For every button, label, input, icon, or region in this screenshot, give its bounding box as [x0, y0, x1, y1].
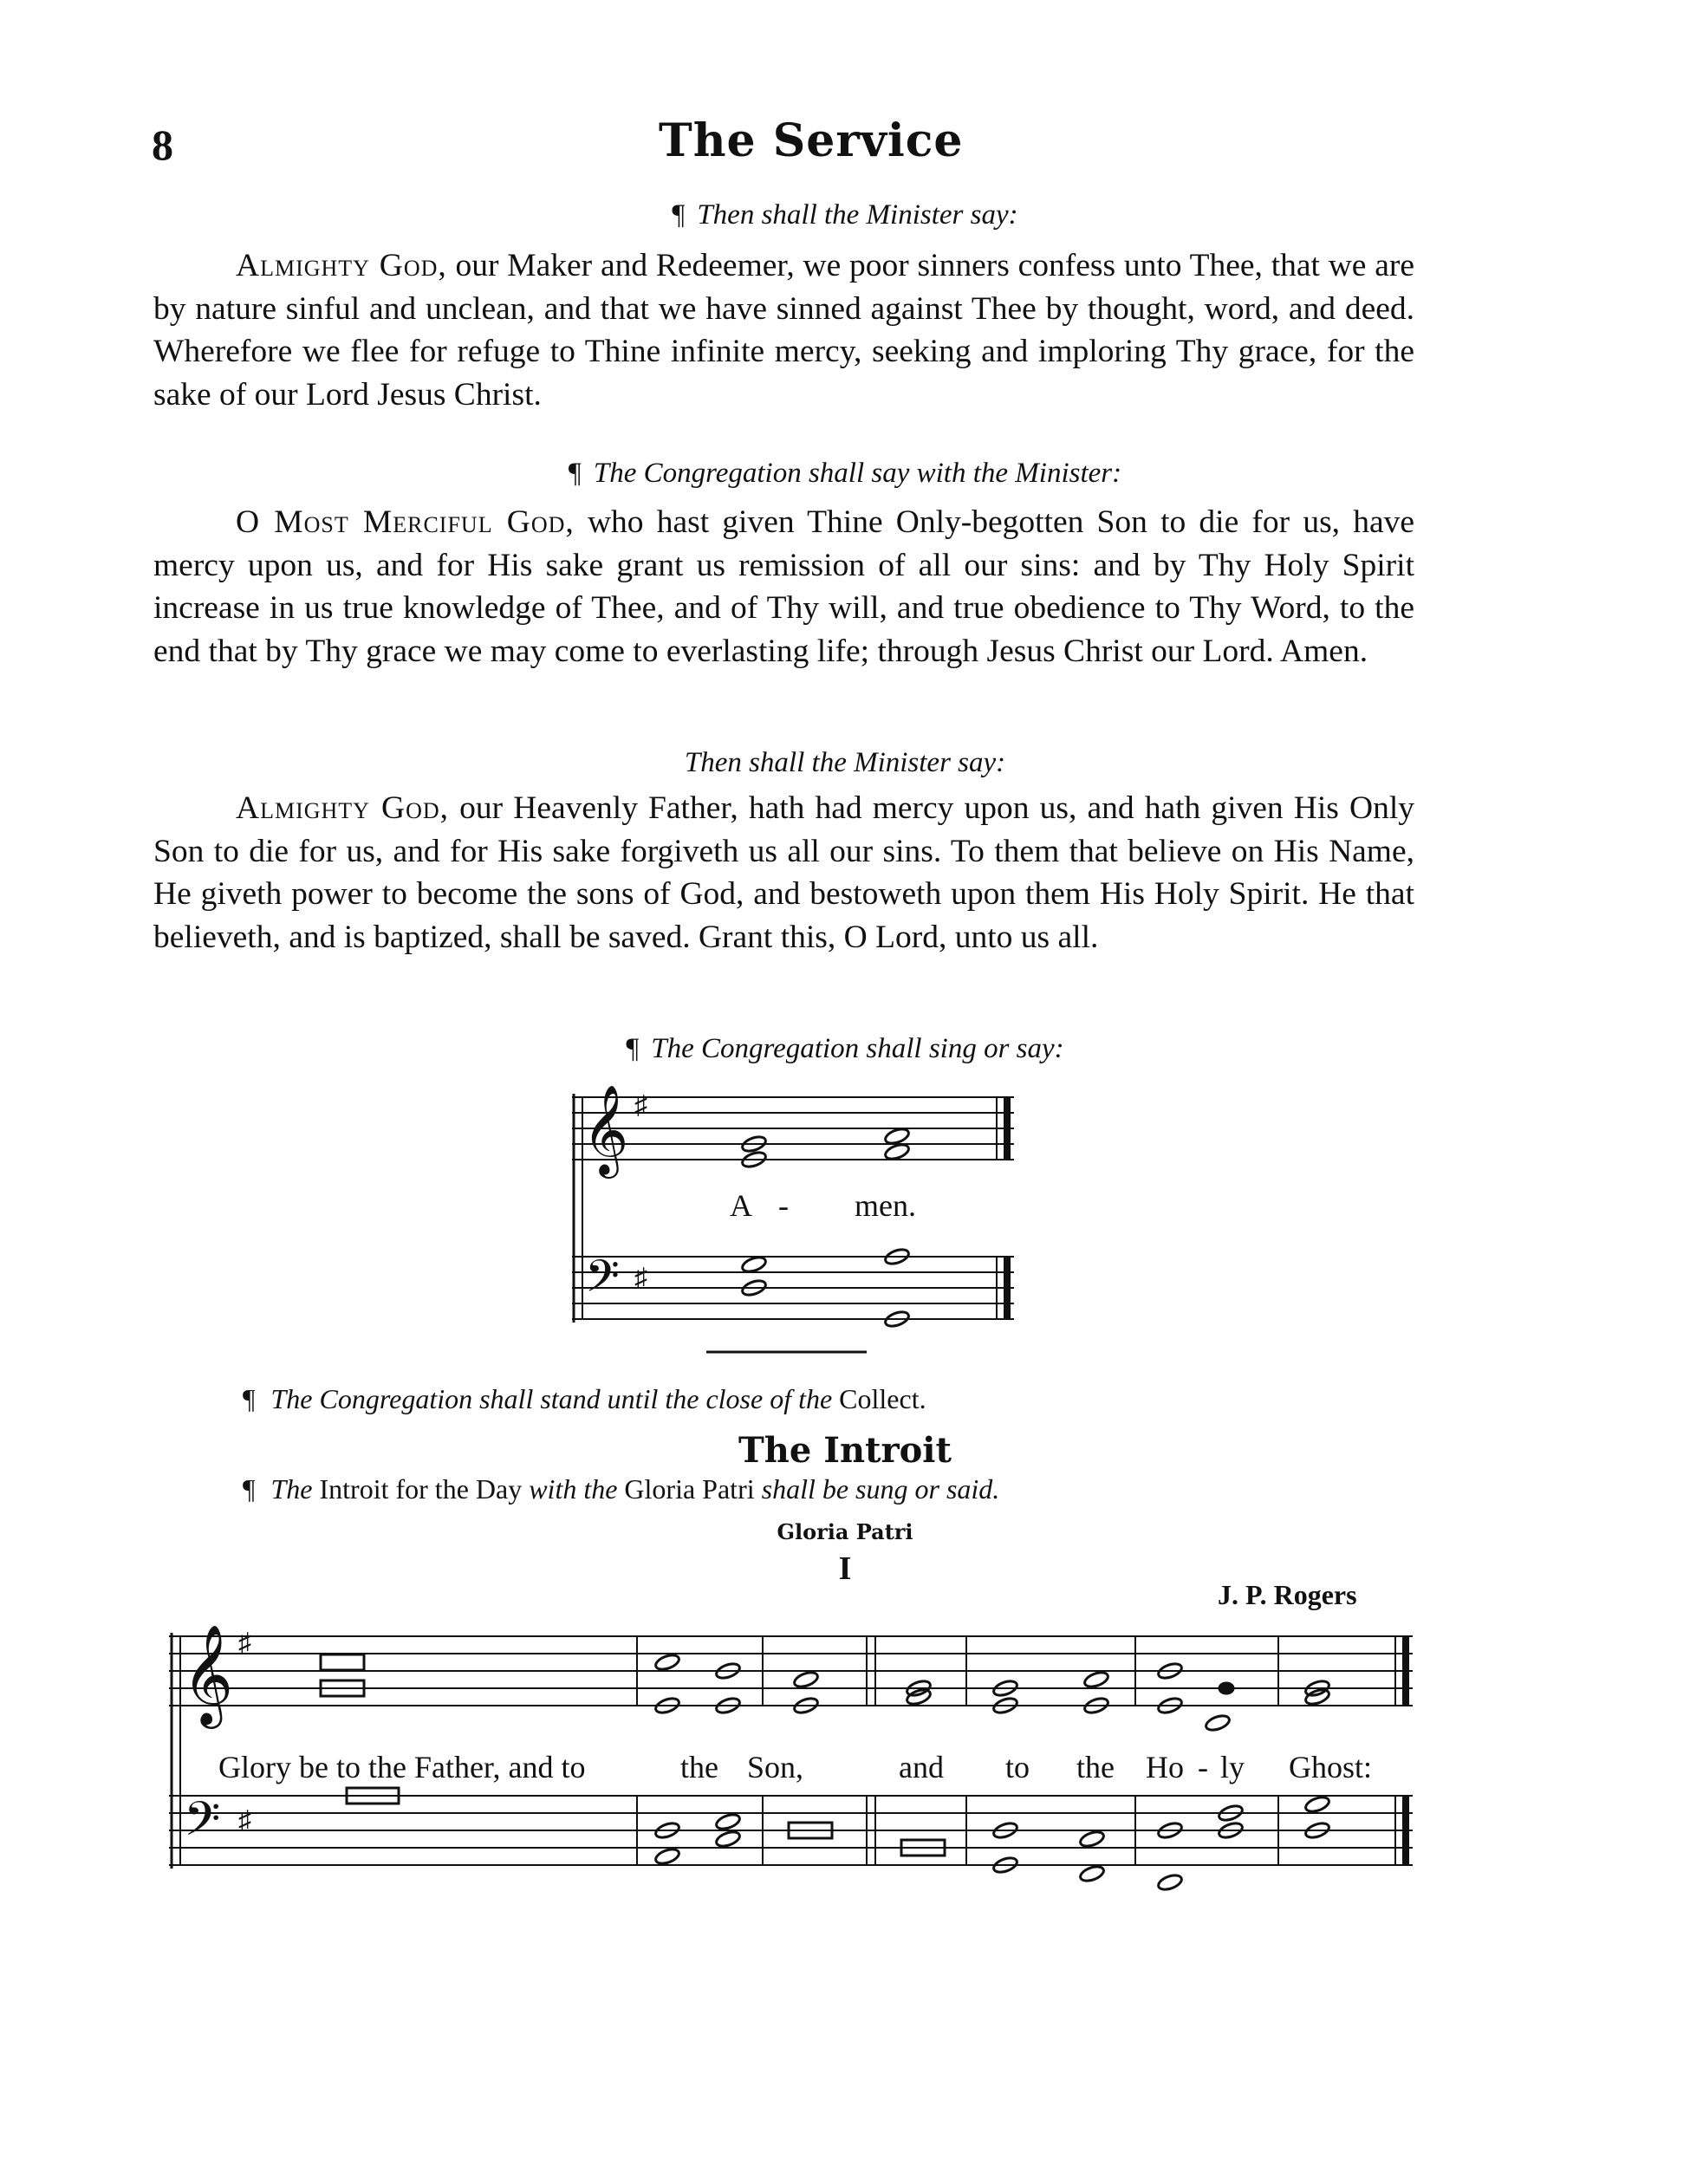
note [1078, 1830, 1105, 1849]
note [653, 1821, 680, 1841]
rubric-minister-say-1 [0, 199, 1690, 231]
note [905, 1679, 932, 1699]
absolution-paragraph [153, 787, 1414, 959]
rubric-congregation-say [0, 458, 1690, 490]
amen-treble-staff [572, 1097, 1014, 1160]
gloria-patri-heading: Gloria Patri [777, 1519, 913, 1544]
rubric-introit-gloria [243, 1473, 999, 1505]
note [1156, 1696, 1183, 1716]
note [1303, 1795, 1330, 1815]
note [1204, 1713, 1231, 1733]
note [740, 1255, 767, 1275]
rubric-minister-say-2 [0, 747, 1690, 779]
rubric-stand-collect [243, 1383, 926, 1415]
pilcrow-icon: ¶ [568, 458, 582, 489]
amen-score [572, 1084, 1014, 1352]
gloria-bass-staff [169, 1796, 1413, 1865]
setting-number: I [838, 1550, 852, 1587]
lyric-syllable: ly [1220, 1750, 1245, 1784]
treble-clef-icon: 𝄞 [582, 1084, 629, 1175]
lyric-syllable: Glory be to the Father, and to [218, 1750, 586, 1784]
note [1219, 1683, 1233, 1693]
bass-clef-icon: 𝄢 [585, 1250, 620, 1313]
note [714, 1696, 741, 1716]
pilcrow-icon: ¶ [243, 1383, 256, 1414]
lyric-syllable: and [899, 1750, 944, 1784]
amen-final-barline [997, 1097, 1007, 1319]
note [740, 1278, 767, 1298]
note [905, 1687, 932, 1707]
note [883, 1142, 910, 1162]
page-number: 8 [152, 120, 173, 169]
note [792, 1696, 819, 1716]
rubric-roman: Gloria Patri [624, 1473, 755, 1505]
note [991, 1821, 1018, 1841]
pilcrow-icon: ¶ [243, 1473, 256, 1505]
prayer-paragraph [153, 501, 1414, 673]
paragraph-lead: Almighty God, [236, 248, 447, 283]
note [653, 1847, 680, 1867]
rubric-text: The [270, 1473, 313, 1505]
lyric-syllable: - [1198, 1750, 1208, 1784]
note [653, 1696, 680, 1716]
note [347, 1788, 399, 1804]
lyric-syllable: Ho [1146, 1750, 1184, 1784]
note [792, 1670, 819, 1690]
treble-clef-icon: 𝄞 [182, 1623, 234, 1725]
pilcrow-icon: ¶ [672, 199, 686, 231]
note [321, 1680, 364, 1696]
rubric-text: Then shall the Minister say: [697, 199, 1018, 231]
note [1156, 1821, 1183, 1841]
pilcrow-icon: ¶ [626, 1033, 640, 1064]
lyric-syllable: Ghost: [1289, 1750, 1373, 1784]
lyric-syllable: the [680, 1750, 718, 1784]
rubric-text: with the [529, 1473, 618, 1505]
note [714, 1812, 741, 1832]
lyric-syllable: to [1005, 1750, 1030, 1784]
sharp-key-signature-icon: ♯ [238, 1628, 251, 1657]
bass-clef-icon: 𝄢 [184, 1791, 221, 1858]
note [1217, 1804, 1244, 1823]
amen-syllable-men: men. [855, 1188, 916, 1223]
note [991, 1696, 1018, 1716]
confession-paragraph [153, 244, 1414, 416]
note [714, 1830, 741, 1849]
amen-hyphen: - [778, 1188, 789, 1223]
note [1303, 1687, 1330, 1707]
lyric-syllable: Son, [747, 1750, 804, 1784]
amen-half-notes [740, 1127, 910, 1329]
amen-bass-staff [572, 1257, 1014, 1319]
note [1303, 1821, 1330, 1841]
rubric-roman: Introit for the Day [319, 1473, 523, 1505]
gloria-final-barline [1395, 1636, 1406, 1865]
note [1156, 1873, 1183, 1893]
note [901, 1840, 945, 1856]
note [653, 1653, 680, 1673]
note [740, 1150, 767, 1170]
note [883, 1310, 910, 1329]
note [1217, 1821, 1244, 1841]
note [740, 1134, 767, 1154]
paragraph-text: our Maker and Redeemer, we poor sinners confess unto Thee, that we are by nature sinful and unclean, and that we have sinned against Thee by thought, word, and deed. Wherefore we flee for refuge to Thine infinite mercy, seeking and imploring Thy grace, for the sake of our Lord Jesus Christ. [153, 248, 1414, 413]
paragraph-text: our Heavenly Father, hath had mercy upon us, and hath given His Only Son to die for us, and for His sake forgiveth us all our sins. To them that believe on His Name, He giveth power to become the sons of God, and bestoweth upon them His Holy Spirit. He that believeth, and is baptized, shall be saved. Grant this, O Lord, unto us all. [153, 790, 1414, 955]
introit-title: The Introit [738, 1430, 952, 1471]
rubric-text: Then shall the Minister say: [684, 747, 1006, 778]
paragraph-text: who hast given Thine Only-begotten Son to die for us, have mercy upon us, and for His sake grant us remission of all our sins: and by Thy Holy Spirit increase in us true knowledge of Thee, and of Thy will, and true obedience to Thy Word, to the end that by Thy grace we may come to everlasting life; through Jesus Christ our Lord. Amen. [153, 504, 1415, 669]
rubric-text: shall be sung or said. [761, 1473, 1000, 1505]
rubric-text: The Congregation shall stand until the close of the [270, 1383, 833, 1414]
note [789, 1823, 832, 1838]
note [714, 1661, 741, 1681]
composer-credit: J. P. Rogers [1218, 1579, 1357, 1610]
sharp-key-signature-icon: ♯ [238, 1806, 251, 1835]
note [1082, 1696, 1109, 1716]
rubric-sing-or-say [0, 1033, 1690, 1065]
note [883, 1127, 910, 1147]
rubric-text: The Congregation shall say with the Minister: [593, 458, 1122, 489]
rubric-roman: Collect. [839, 1383, 926, 1414]
note [1082, 1670, 1109, 1690]
gloria-treble-staff [169, 1636, 1413, 1706]
sharp-key-signature-icon: ♯ [634, 1264, 647, 1292]
note [321, 1654, 364, 1670]
paragraph-lead: O Most Merciful God, [236, 504, 575, 540]
note [1156, 1661, 1183, 1681]
note [991, 1679, 1018, 1699]
rubric-text: The Congregation shall sing or say: [651, 1033, 1064, 1064]
note [1303, 1679, 1330, 1699]
note [991, 1856, 1018, 1875]
lyric-syllable: the [1076, 1750, 1115, 1784]
note [883, 1247, 910, 1267]
sharp-key-signature-icon: ♯ [634, 1091, 647, 1120]
paragraph-lead: Almighty God, [236, 790, 450, 826]
note [1078, 1864, 1105, 1884]
running-head-title: The Service [659, 114, 964, 167]
amen-syllable-a: A [730, 1188, 752, 1223]
